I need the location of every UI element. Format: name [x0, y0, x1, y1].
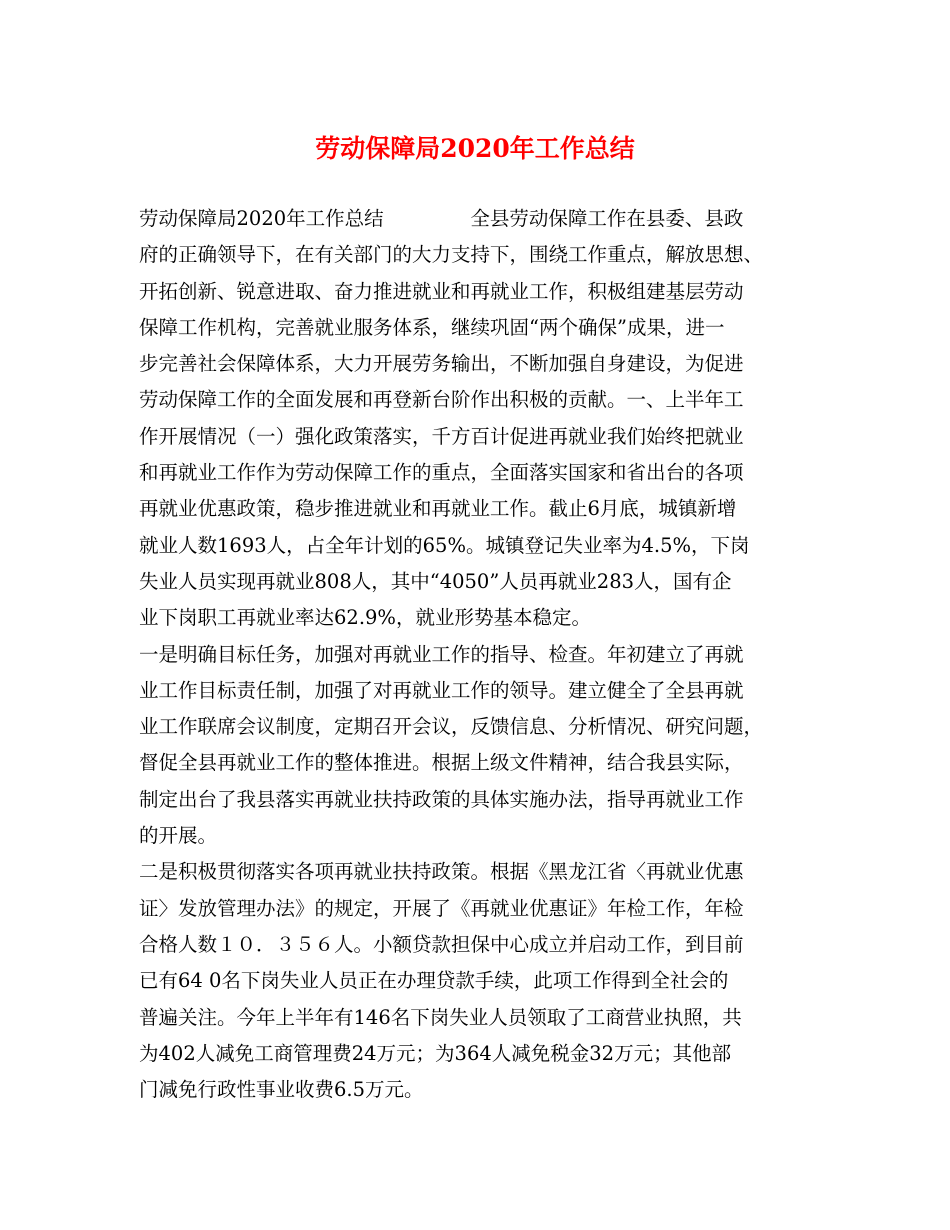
body-line: 制定出台了我县落实再就业扶持政策的具体实施办法，指导再就业工作 [139, 787, 744, 811]
body-line: 失业人员实现再就业808人，其中“4050”人员再就业283人，国有企 [139, 569, 732, 593]
document-title: 劳动保障局2020年工作总结 [315, 134, 635, 163]
body-line: 的开展。 [139, 824, 218, 848]
body-line: 普遍关注。今年上半年有146名下岗失业人员领取了工商营业执照，共 [139, 1005, 742, 1029]
body-line: 作开展情况（一）强化政策落实，千方百计促进再就业我们始终把就业 [139, 424, 744, 448]
body-line: 已有64 0名下岗失业人员正在办理贷款手续，此项工作得到全社会的 [139, 969, 729, 993]
body-line: 劳动保障工作的全面发展和再登新台阶作出积极的贡献。一、上半年工 [139, 388, 744, 412]
body-line: 步完善社会保障体系，大力开展劳务输出，不断加强自身建设，为促进 [139, 352, 744, 376]
body-line: 府的正确领导下，在有关部门的大力支持下，围绕工作重点，解放思想、 [139, 243, 764, 267]
body-line: 开拓创新、锐意进取、奋力推进就业和再就业工作，积极组建基层劳动 [139, 279, 744, 303]
body-line: 一是明确目标任务，加强对再就业工作的指导、检查。年初建立了再就 [139, 642, 744, 666]
body-line: 二是积极贯彻落实各项再就业扶持政策。根据《黑龙江省〈再就业优惠 [139, 860, 744, 884]
body-line: 保障工作机构，完善就业服务体系，继续巩固“两个确保”成果，进一 [139, 315, 725, 339]
body-line: 和再就业工作作为劳动保障工作的重点，全面落实国家和省出台的各项 [139, 461, 744, 485]
body-line: 就业人数1693人，占全年计划的65%。城镇登记失业率为4.5%，下岗 [139, 533, 750, 557]
body-line: 业工作目标责任制，加强了对再就业工作的领导。建立健全了全县再就 [139, 678, 744, 702]
body-line: 合格人数１０．３５６人。小额贷款担保中心成立并启动工作，到目前 [139, 932, 744, 956]
body-line: 为402人减免工商管理费24万元；为364人减免税金32万元；其他部 [139, 1041, 732, 1065]
body-line: 业工作联席会议制度，定期召开会议，反馈信息、分析情况、研究问题， [139, 715, 764, 739]
body-line: 督促全县再就业工作的整体推进。根据上级文件精神，结合我县实际， [139, 751, 744, 775]
body-line: 门减免行政性事业收费6.5万元。 [139, 1078, 424, 1102]
body-line: 再就业优惠政策，稳步推进就业和再就业工作。截止6月底，城镇新增 [139, 497, 737, 521]
body-line: 证〉发放管理办法》的规定，开展了《再就业优惠证》年检工作，年检 [139, 896, 744, 920]
document-body [139, 201, 839, 1108]
body-line: 劳动保障局2020年工作总结 全县劳动保障工作在县委、县政 [139, 207, 744, 230]
body-line: 业下岗职工再就业率达62.9%，就业形势基本稳定。 [139, 606, 591, 630]
